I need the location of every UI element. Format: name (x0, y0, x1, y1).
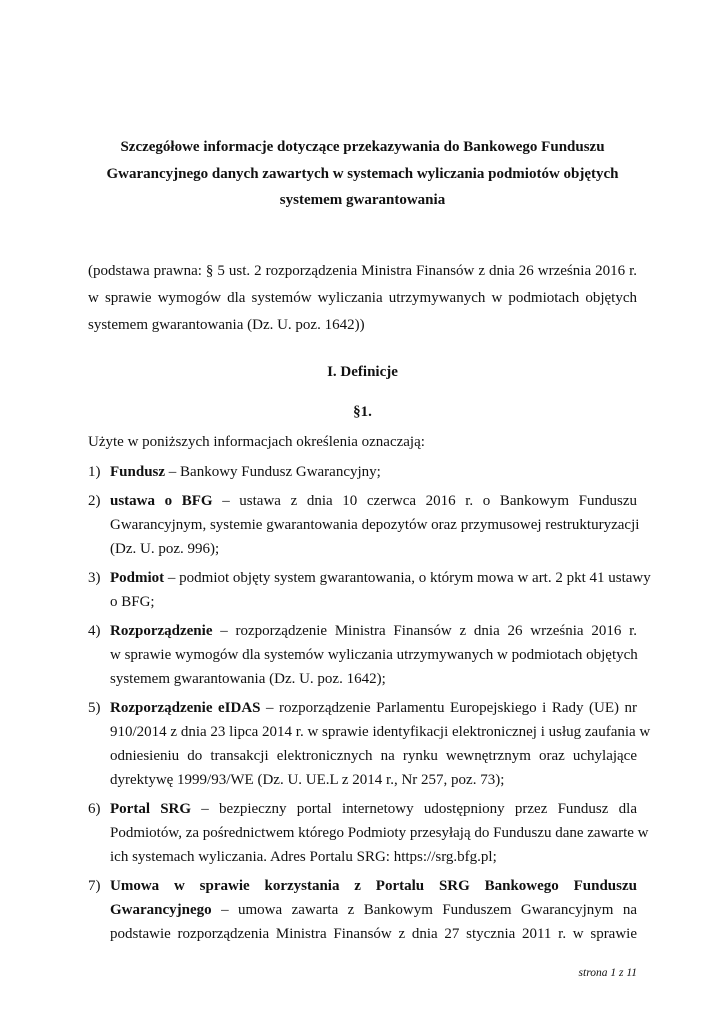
document-title (88, 134, 637, 214)
legal-basis-line: w sprawie wymogów dla systemów wyliczania utrzymywanych w podmiotach objętych (88, 290, 637, 306)
definition-text: dyrektywę 1999/93/WE (Dz. U. UE.L z 2014 r., Nr 257, poz. 73); (110, 772, 505, 788)
definition-text: o BFG; (110, 594, 155, 610)
legal-basis (88, 258, 637, 339)
paragraph-symbol: §1. (353, 404, 372, 420)
title-line: systemem gwarantowania (279, 192, 446, 208)
definition-text: – rozporządzenie Parlamentu Europejskiego i Rady (UE) nr (260, 700, 637, 716)
definition-text: systemem gwarantowania (Dz. U. poz. 1642); (110, 671, 386, 687)
definition-item (88, 619, 637, 691)
definition-text: 910/2014 z dnia 23 lipca 2014 r. w sprawie identyfikacji elektronicznej i usług zaufania w (110, 724, 651, 740)
section-heading: I. Definicje (327, 364, 398, 380)
defined-term: Podmiot (110, 570, 165, 586)
definition-text: – bezpieczny portal internetowy udostępniony przez Fundusz dla (191, 801, 637, 817)
definition-text: – rozporządzenie Ministra Finansów z dnia 26 września 2016 r. (212, 623, 637, 639)
title-line: Szczegółowe informacje dotyczące przekazywania do Bankowego Funduszu (120, 139, 605, 155)
definition-text: – podmiot objęty system gwarantowania, o którym mowa w art. 2 pkt 41 ustawy (164, 570, 651, 586)
item-number: 5) (88, 700, 101, 716)
defined-term: Portal SRG (110, 801, 192, 817)
item-number: 2) (88, 493, 101, 509)
definition-text: (Dz. U. poz. 996); (110, 541, 220, 557)
defined-term: Umowa w sprawie korzystania z Portalu SRG Bankowego Funduszu (110, 878, 637, 894)
definition-text: Gwarancyjnym, systemie gwarantowania depozytów oraz przymusowej restrukturyzacji (110, 517, 640, 533)
definitions-list (88, 460, 651, 946)
definition-text: – ustawa z dnia 10 czerwca 2016 r. o Bankowym Funduszu (212, 493, 638, 509)
definition-text: odniesieniu do transakcji elektronicznych na rynku wewnętrznym oraz uchylające (110, 748, 637, 764)
title-line: Gwarancyjnego danych zawartych w systemach wyliczania podmiotów objętych (106, 165, 619, 182)
legal-basis-line: systemem gwarantowania (Dz. U. poz. 1642)) (88, 317, 365, 333)
defined-term: Rozporządzenie (110, 623, 213, 639)
item-number: 3) (88, 570, 101, 586)
definition-item (88, 460, 637, 484)
legal-basis-line: (podstawa prawna: § 5 ust. 2 rozporządzenia Ministra Finansów z dnia 26 września 2016 r. (88, 263, 637, 279)
definition-text: w sprawie wymogów dla systemów wyliczania utrzymywanych w podmiotach objętych (110, 647, 638, 663)
definitions-intro: Użyte w poniższych informacjach określenia oznaczają: (88, 434, 425, 450)
defined-term: Fundusz (110, 464, 166, 480)
item-number: 1) (88, 464, 101, 480)
item-number: 7) (88, 878, 101, 894)
defined-term: Rozporządzenie eIDAS (110, 700, 261, 716)
definition-item (88, 489, 640, 561)
item-number: 4) (88, 623, 101, 639)
definition-text: ich systemach wyliczania. Adres Portalu SRG: https://srg.bfg.pl; (110, 849, 497, 865)
definition-item (88, 696, 651, 792)
definition-text: – Bankowy Fundusz Gwarancyjny; (165, 464, 381, 480)
definition-text: – umowa zawarta z Bankowym Funduszem Gwarancyjnym na (211, 902, 637, 918)
defined-term: ustawa o BFG (110, 493, 213, 509)
page-number: strona 1 z 11 (578, 967, 637, 979)
definition-text: Podmiotów, za pośrednictwem którego Podmioty przesyłają do Funduszu dane zawarte w (110, 825, 649, 841)
definition-item (88, 566, 651, 614)
defined-term: Gwarancyjnego (110, 902, 212, 918)
definition-text: podstawie rozporządzenia Ministra Finansów z dnia 27 stycznia 2011 r. w sprawie (110, 926, 637, 942)
definition-item (88, 874, 637, 946)
definition-item (88, 797, 649, 869)
item-number: 6) (88, 801, 101, 817)
